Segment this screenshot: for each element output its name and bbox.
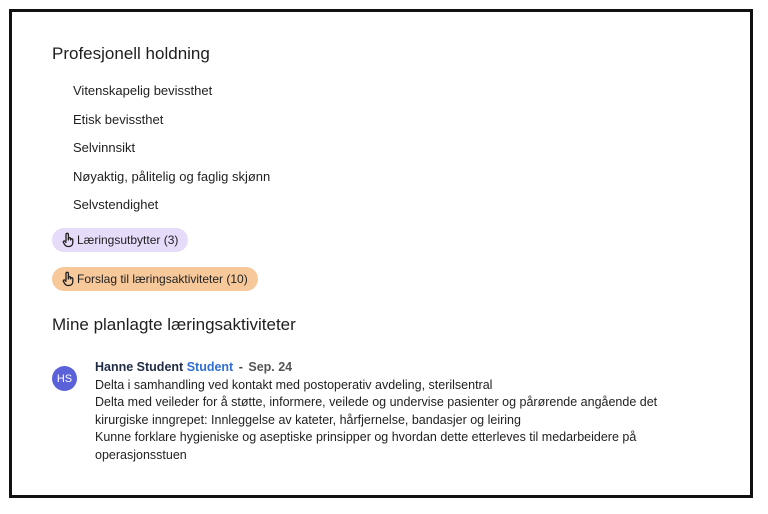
entry-line: Delta med veileder for å støtte, informere, veilede og undervise pasienter og pårørende angående det	[95, 395, 658, 409]
tap-hand-icon	[61, 271, 75, 287]
entry-line: Kunne forklare hygieniske og aseptiske prinsipper og hvordan dette etterleves til medarbeidere på	[95, 430, 637, 444]
learning-activity-suggestions-button[interactable]	[52, 267, 258, 291]
planned-activity-entry	[95, 359, 725, 464]
list-item: Nøyaktig, pålitelig og faglig skjønn	[73, 168, 271, 184]
competence-list	[73, 83, 270, 226]
entry-body	[95, 377, 725, 465]
entry-header	[95, 359, 725, 377]
learning-outcomes-button[interactable]	[52, 228, 188, 252]
entry-line: operasjonsstuen	[95, 447, 187, 462]
entry-line: kirurgiske inngrepet: Innleggelse av kateter, hårfjernelse, bandasjer og leiring	[95, 412, 521, 427]
list-item: Vitenskapelig bevissthet	[73, 83, 213, 98]
entry-line: Delta i samhandling ved kontakt med postoperativ avdeling, sterilsentral	[95, 377, 493, 392]
entry-date: Sep. 24	[248, 360, 293, 374]
header-separator: -	[238, 360, 243, 374]
tap-hand-icon	[61, 232, 75, 248]
list-item: Selvinnsikt	[73, 140, 136, 155]
section-title: Profesjonell holdning	[52, 44, 210, 63]
author-role: Student	[186, 360, 234, 374]
learning-outcomes-label: Læringsutbytter (3)	[77, 233, 179, 247]
planned-activities-title: Mine planlagte læringsaktiviteter	[52, 315, 296, 334]
avatar: HS	[52, 366, 77, 391]
list-item: Etisk bevissthet	[73, 111, 164, 127]
content-frame	[9, 9, 753, 498]
author-name: Hanne Student	[95, 360, 184, 374]
list-item: Selvstendighet	[73, 197, 159, 212]
learning-activity-suggestions-label: Forslag til læringsaktiviteter (10)	[77, 272, 248, 286]
